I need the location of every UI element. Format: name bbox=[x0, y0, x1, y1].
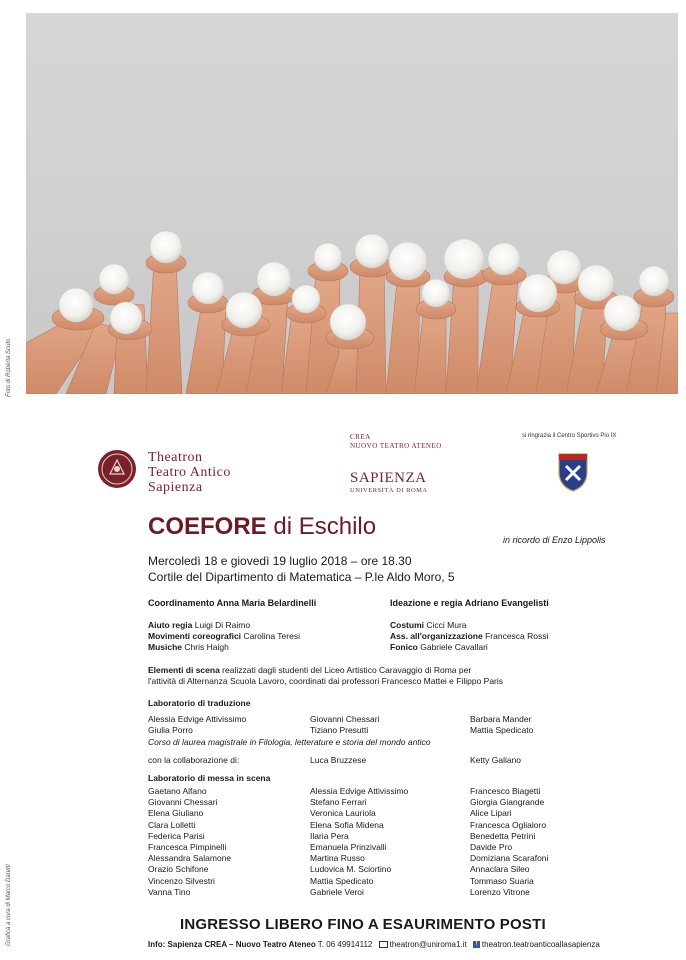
list-item: Vincenzo Silvestri bbox=[148, 875, 215, 886]
list-item: Francesca Pimpinelli bbox=[148, 841, 227, 852]
list-item: Francesca Oglialoro bbox=[470, 819, 547, 830]
coordination: Coordinamento Anna Maria Belardinelli bbox=[148, 598, 317, 608]
staging-col-3 bbox=[470, 786, 548, 898]
list-item: Benedetta Petrini bbox=[470, 830, 536, 841]
translation-col-1 bbox=[148, 714, 246, 736]
list-item: Tiziano Presutti bbox=[310, 725, 369, 736]
credit-row: Aiuto regia Luigi Di Raimo bbox=[148, 620, 251, 630]
list-item: Ludovica M. Sciortino bbox=[310, 864, 392, 875]
list-item: Tommaso Suaria bbox=[470, 875, 534, 886]
collab-name-1: Luca Bruzzese bbox=[310, 755, 367, 765]
sapienza-sub: UNIVERSITÀ DI ROMA bbox=[350, 487, 428, 494]
credit-row: Movimenti coreografici Carolina Teresi bbox=[148, 631, 300, 642]
pio-ix-crest-icon bbox=[556, 450, 590, 492]
place-line: Cortile del Dipartimento di Matematica – P.le Aldo Moro, 5 bbox=[148, 570, 455, 584]
list-item: Emanuela Prinzivalli bbox=[310, 841, 387, 852]
list-item: Alice Lipari bbox=[470, 808, 512, 819]
credit-row: Ass. all'organizzazione Francesca Rossi bbox=[390, 631, 549, 642]
free-entry-banner: INGRESSO LIBERO FINO A ESAURIMENTO POSTI bbox=[180, 916, 546, 933]
crea-line-2: NUOVO TEATRO ATENEO bbox=[350, 442, 442, 450]
list-item: Alessia Edvige Attivissimo bbox=[310, 786, 409, 796]
collab-label: con la collaborazione di: bbox=[148, 755, 240, 765]
sapienza-logo: SAPIENZA bbox=[350, 470, 427, 486]
list-item: Alessandra Salamone bbox=[148, 853, 232, 864]
credit-row: Musiche Chris Haigh bbox=[148, 642, 229, 653]
list-item: Giorgia Giangrande bbox=[470, 797, 545, 808]
theatron-line-2: Teatro Antico bbox=[148, 465, 231, 480]
list-item: Gaetano Alfano bbox=[148, 786, 207, 796]
direction: Ideazione e regia Adriano Evangelisti bbox=[390, 598, 549, 608]
photo-credit: Foto di Roberta Scuto bbox=[6, 338, 12, 397]
collab-name-2: Ketty Galiano bbox=[470, 755, 522, 765]
list-item: Francesco Biagetti bbox=[470, 786, 541, 796]
list-item: Ilaria Pera bbox=[310, 830, 349, 841]
info-line bbox=[148, 940, 600, 949]
list-item: Lorenzo Vitrone bbox=[470, 886, 530, 897]
title-sub: di Eschilo bbox=[273, 513, 377, 540]
list-item: Giulia Porro bbox=[148, 725, 193, 736]
list-item: Davide Pro bbox=[470, 841, 513, 852]
thanks-text: si ringrazia il Centro Sportivo Pio IX bbox=[522, 433, 617, 439]
list-item: Elena Sofia Midena bbox=[310, 819, 384, 830]
list-item: Alessia Edvige Attivissimo bbox=[148, 714, 247, 724]
list-item: Giovanni Chessari bbox=[148, 797, 218, 808]
list-item: Barbara Mander bbox=[470, 714, 532, 724]
course-line: Corso di laurea magistrale in Filologia, letterature e storia del mondo antico bbox=[148, 737, 431, 747]
translation-heading: Laboratorio di traduzione bbox=[148, 698, 251, 708]
title-main: COEFORE bbox=[148, 513, 267, 540]
page-title bbox=[148, 513, 376, 541]
theatron-line-1: Theatron bbox=[148, 450, 203, 465]
staging-col-1 bbox=[148, 786, 231, 898]
list-item: Mattia Spedicato bbox=[310, 875, 374, 886]
credits-right bbox=[390, 620, 548, 654]
list-item: Giovanni Chessari bbox=[310, 714, 380, 724]
translation-col-2 bbox=[310, 714, 379, 736]
list-item: Mattia Spedicato bbox=[470, 725, 534, 736]
mail-icon bbox=[379, 941, 388, 948]
list-item: Annaclara Sileo bbox=[470, 864, 530, 875]
date-line: Mercoledì 18 e giovedì 19 luglio 2018 – ore 18.30 bbox=[148, 554, 412, 568]
list-item: Domiziana Scarafoni bbox=[470, 853, 549, 864]
raised-hands-illustration bbox=[26, 13, 678, 394]
scenery-line-2: l'attività di Alternanza Scuola Lavoro, coordinati dai professori Francesco Mattei e Filippo Paris bbox=[148, 676, 504, 686]
theatron-logo bbox=[148, 450, 231, 495]
info-label: Info: Sapienza CREA – Nuovo Teatro Ateneo bbox=[148, 940, 316, 949]
credits-left bbox=[148, 620, 300, 654]
theatron-line-3: Sapienza bbox=[148, 480, 203, 495]
facebook-link[interactable]: theatron.teatroanticoallasapienza bbox=[481, 940, 600, 949]
crea-logo bbox=[350, 433, 442, 451]
staging-col-2 bbox=[310, 786, 408, 898]
theatron-seal-icon bbox=[98, 450, 136, 488]
scenery-line-1: Elementi di scena realizzati dagli studenti del Liceo Artistico Caravaggio di Roma per bbox=[148, 665, 472, 675]
list-item: Martina Russo bbox=[310, 853, 365, 864]
list-item: Elena Giuliano bbox=[148, 808, 204, 819]
graphics-credit: Grafica a cura di Marco Daretti bbox=[6, 864, 12, 946]
crea-line-1: CREA bbox=[350, 433, 371, 441]
credit-row: Costumi Cicci Mura bbox=[390, 620, 467, 630]
credit-row: Fonico Gabriele Cavallari bbox=[390, 642, 488, 653]
list-item: Veronica Lauriola bbox=[310, 808, 376, 819]
list-item: Gabriele Veroi bbox=[310, 886, 364, 897]
list-item: Orazio Schifone bbox=[148, 864, 209, 875]
dedication: in ricordo di Enzo Lippolis bbox=[503, 535, 606, 545]
list-item: Stefano Ferrari bbox=[310, 797, 367, 808]
list-item: Vanna Tino bbox=[148, 886, 191, 897]
hero-photo bbox=[26, 13, 678, 394]
list-item: Clara Lolletti bbox=[148, 819, 196, 830]
facebook-icon: f bbox=[473, 941, 480, 948]
staging-heading: Laboratorio di messa in scena bbox=[148, 773, 271, 783]
list-item: Federica Parisi bbox=[148, 830, 205, 841]
info-phone: T. 06 49914112 bbox=[317, 940, 373, 949]
email-link[interactable]: theatron@uniroma1.it bbox=[389, 940, 467, 949]
translation-col-3 bbox=[470, 714, 533, 736]
